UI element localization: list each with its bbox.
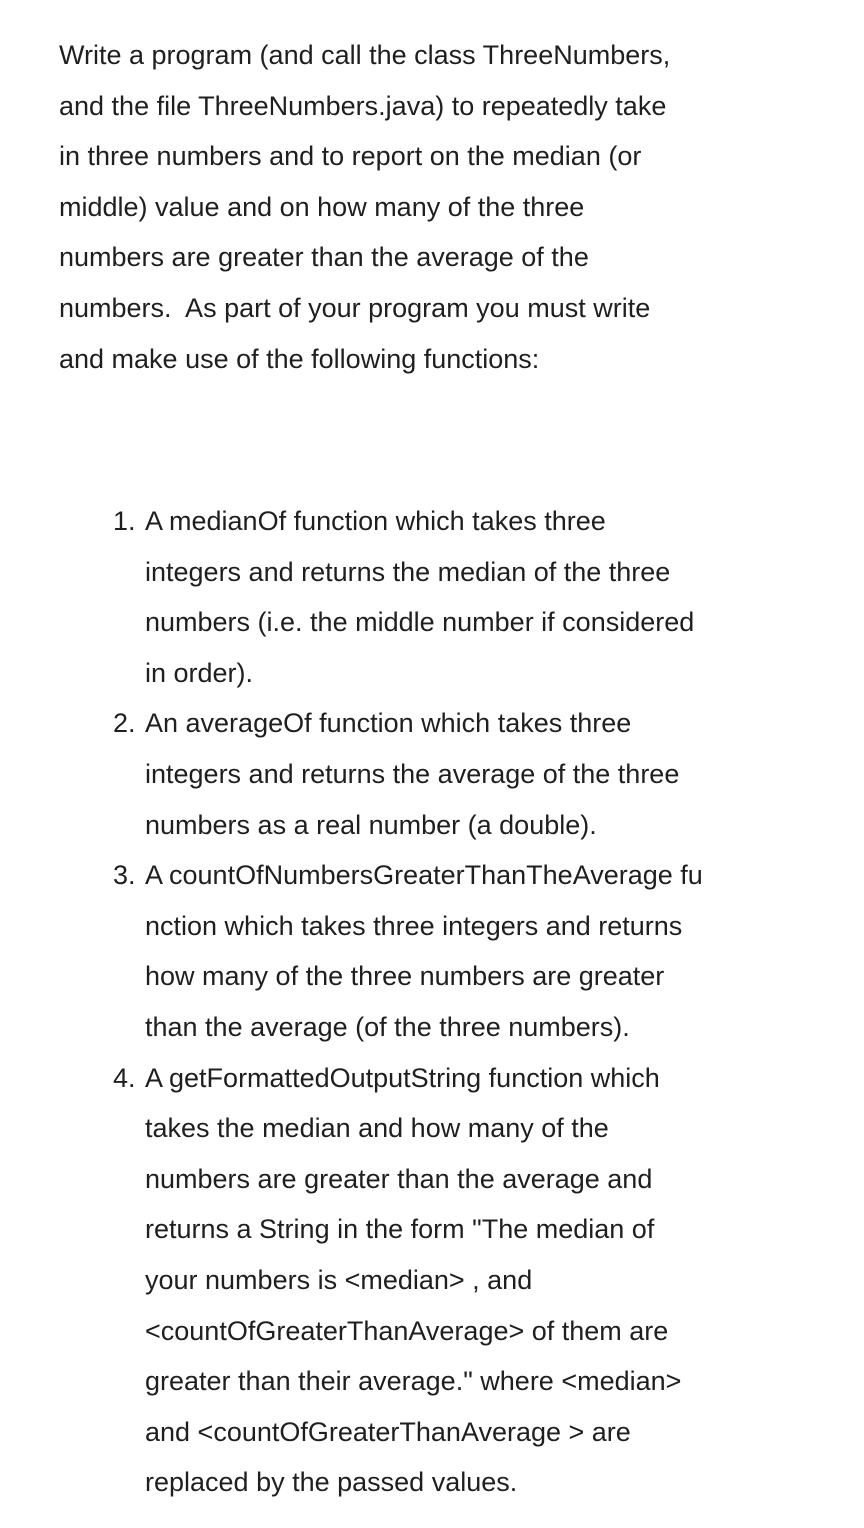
description-line: integers and returns the median of the three bbox=[145, 556, 671, 587]
description-line: than the average (of the three numbers). bbox=[145, 1011, 630, 1042]
description-line: A getFormattedOutputString function which bbox=[145, 1062, 660, 1093]
function-item-formatted-output bbox=[113, 1053, 773, 1508]
description-line: returns a String in the form "The median of bbox=[145, 1214, 655, 1245]
description-line: integers and returns the average of the three bbox=[145, 758, 680, 789]
intro-line: numbers. As part of your program you must write bbox=[59, 292, 651, 323]
description-line: A countOfNumbersGreaterThanTheAverage fu bbox=[145, 860, 703, 891]
function-description bbox=[145, 1053, 773, 1508]
description-line: and <countOfGreaterThanAverage > are bbox=[145, 1416, 631, 1447]
list-number: 4. bbox=[113, 1062, 136, 1093]
intro-line: and the file ThreeNumbers.java) to repeatedly take bbox=[59, 90, 667, 121]
function-item-median-of bbox=[113, 496, 773, 698]
description-line: takes the median and how many of the bbox=[145, 1113, 609, 1144]
intro-line: in three numbers and to report on the median (or bbox=[59, 141, 642, 172]
function-item-count-greater bbox=[113, 850, 773, 1052]
list-number: 1. bbox=[113, 506, 136, 536]
intro-line: Write a program (and call the class ThreeNumbers, bbox=[59, 40, 671, 70]
description-line: numbers as a real number (a double). bbox=[145, 809, 597, 840]
function-description bbox=[145, 850, 773, 1052]
description-line: numbers (i.e. the middle number if considered bbox=[145, 607, 695, 638]
description-line: An averageOf function which takes three bbox=[145, 708, 632, 739]
description-line: how many of the three numbers are greater bbox=[145, 961, 665, 992]
description-line: in order). bbox=[145, 657, 254, 688]
description-line: replaced by the passed values. bbox=[145, 1467, 518, 1498]
list-number: 2. bbox=[113, 708, 136, 739]
function-description bbox=[145, 496, 773, 698]
function-item-average-of bbox=[113, 698, 773, 850]
functions-list bbox=[113, 496, 773, 1508]
intro-line: numbers are greater than the average of the bbox=[59, 242, 589, 273]
description-line: numbers are greater than the average and bbox=[145, 1163, 653, 1194]
intro-paragraph bbox=[59, 30, 759, 384]
description-line: your numbers is <median> , and bbox=[145, 1264, 533, 1295]
function-description bbox=[145, 698, 773, 850]
intro-line: middle) value and on how many of the three bbox=[59, 191, 585, 222]
description-line: greater than their average." where <median> bbox=[145, 1366, 682, 1397]
description-line: <countOfGreaterThanAverage> of them are bbox=[145, 1315, 669, 1346]
intro-line: and make use of the following functions: bbox=[59, 343, 540, 374]
description-line: A medianOf function which takes three bbox=[145, 506, 606, 536]
description-line: nction which takes three integers and returns bbox=[145, 910, 683, 941]
list-number: 3. bbox=[113, 860, 136, 891]
